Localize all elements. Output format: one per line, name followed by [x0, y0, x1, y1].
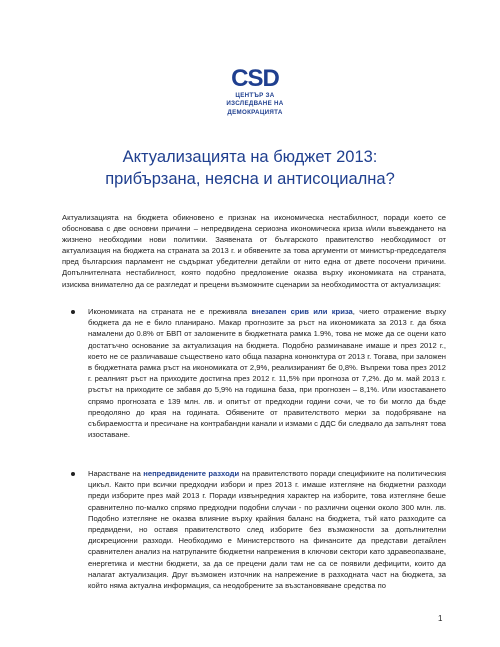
svg-text:CSD: CSD — [231, 65, 279, 92]
bullet-icon — [71, 472, 75, 476]
bullet-icon — [71, 310, 75, 314]
document-title-line-1: Актуализацията на бюджет 2013: — [122, 148, 378, 166]
bullet-2-text-rest: на правителството поради спецификите на политическия цикъл. Както при всички предходни избори и през 2013 г. имаше изтегляне на бюджетни разходи преди изборите през май 2013 г. Поради извънредния характер на изборите, това изтегляне беше сравнително по-малко спрямо предходни подобни случаи - по различни оценки около 300 млн. лв. Подобно изтегляне не оказва влияние върху крайния баланс на бюджета, тъй като разходите са предвидени, но оставя правителството след изборите без възможности за допълнителни дискреционни разходи. Необходимо е Министерството на финансите да представи детайлен сравнителен анализ на натрупаните бюджетни напрежения в ключови сектори като здравеопазване, енергетика и местни бюджети, за да се прецени дали там не са се появили дефицити, които да налагат актуализация. Друг възможен източник на напрежение в разходната част на бюджета, за който няма актуална информация, са неодобрените за възстановяване средства по — [88, 469, 446, 591]
document-title-line-2: прибързана, неясна и антисоциална? — [105, 170, 395, 188]
bullet-1-highlight: внезапен срив или криза — [251, 307, 353, 316]
bullet-2-text-start: Нарастване на — [88, 469, 144, 478]
bullet-item-1 — [88, 306, 446, 440]
bullet-item-2 — [88, 468, 446, 591]
intro-paragraph: Актуализацията на бюджета обикновено е признак на икономическа нестабилност, поради което се обосновава с две основни причини – непредвидена сериозна икономическа криза и/или въвеждането на жизнено необходими нови политики. Заявената от българското правителство необходимост от актуализация на бюджета на страната за 2013 г. и обявените за това аргументи от министър-председателя пред българския парламент не съдържат убедителни детайли от нито една от двете посочени причини. Допълнителната нестабилност, която подобно предложение оказва върху икономиката на страната, изисква внимателно да се разгледат и прецени възможните сценарии за необходимостта от актуализация: — [62, 213, 446, 289]
csd-logo — [215, 62, 295, 117]
bullet-2-highlight: непредвидените разходи — [143, 469, 240, 478]
logo-line-1: ЦЕНТЪР ЗА — [235, 92, 275, 99]
logo-line-2: ИЗСЛЕДВАНЕ НА — [226, 100, 284, 108]
page-number: 1 — [438, 614, 443, 623]
logo-line-3: ДЕМОКРАЦИЯТА — [227, 108, 283, 116]
bullet-1-text-rest: , чието отражение върху бюджета да не е било планирано. Макар прогнозите за ръст на икономиката за 2013 г. да бяха намалени до 0.8% от БВП от заложените в бюджетната рамка 1.9%, това не може да се оцени като достатъчно основание за актуализация на бюджета. Подобно разминаване имаше и през 2012 г., което не се различаваше съществено като обща пазарна конюнктура от 2013 г. Тогава, при заложен в бюджетната рамка ръст на икономиката от 2,9%, реализираният бе 0,8%. Въпреки това през 2012 г. реалният ръст на приходите достигна през 2012 г. 11,5% при прогноза от 7,2%. До м. май 2013 г. ръстът на приходите се забавя до 5,9% на годишна база, при прогнозен – 8,1%. Или изоставането спрямо прогнозата е 139 млн. лв. и опитът от предходни години сочи, че то би могло да бъде преодоляно до края на годината. Обявените от правителството мерки за подобряване на събираемостта и пресичане на контрабандни канали и измами с ДДС би следвало да запълнят това изоставане. — [88, 307, 446, 440]
csd-logo-mark — [228, 62, 282, 92]
bullet-1-text-start: Икономиката на страната не е преживяла — [88, 307, 252, 316]
